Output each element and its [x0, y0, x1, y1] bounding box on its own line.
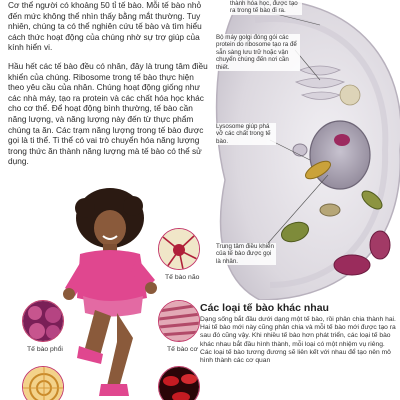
section-title: Các loại tế bào khác nhau	[200, 302, 329, 314]
section-body: Dạng sống bắt đầu dưới dạng một tế bào, rồi phân chia thành hai. Hai tế bào mới này cũng phân chia và mỗi tế bào mới được tạo ra sau đó cũng vậy. Khi nhiều tế bào hơn phát triển, các loại tế bào khác nhau bắt đầu hình thành, mỗi loại có một nhiệm vụ riêng. Các loại tế bào tương đương sẽ liên kết với nhau để tạo nên mô hình thành các cơ quan	[200, 316, 396, 365]
brain-cell-image	[158, 228, 200, 270]
callout-nucleus: Trung tâm điều khiển của tế bào được gọi là nhân.	[216, 243, 276, 265]
blood-cell-image	[158, 366, 200, 400]
muscle-cell-image	[158, 300, 200, 342]
bone-cell-image	[22, 366, 64, 400]
intro-paragraph-2: Hầu hết các tế bào đều có nhân, đây là trung tâm điều khiển của chúng. Ribosome trong tế bào thực hiện theo yêu cầu của nhân. Chúng hoạt động giống như các nhà máy, tạo ra protein và các chất hóa học khác cho cơ thể. Để hoạt động bình thường, tế bào cần năng lượng, và năng lượng này đến từ thực phẩm chúng ta ăn. Các trạm năng lượng trong tế bào được gọi là ti thể. Ti thể có vai trò chuyển hóa năng lượng trong thức ăn thành năng lượng mà tế bào có thể sử dụng.	[8, 60, 208, 167]
callout-top: thành hóa học, được tạo ra trong tế bào đi ra.	[230, 0, 302, 15]
label-brain-cell: Tế bào não	[165, 274, 200, 281]
callout-golgi: Bộ máy golgi đóng gói các protein do ribosome tạo ra để sẵn sàng lưu trữ hoặc vận chuyển chúng đến nơi cần thiết.	[216, 34, 300, 71]
label-muscle-cell: Tế bào cơ	[167, 346, 198, 353]
intro-paragraph-1: Cơ thể người có khoảng 50 tỉ tế bào. Mỗi tế bào nhỏ đến mức không thể nhìn thấy bằng mắt thường. Tuy nhiên, chúng ta có thể nghiên cứu tế bào và tìm hiểu cách thức hoạt động của chúng nhờ sự trợ giúp của kính hiển vi.	[8, 0, 202, 53]
label-lung-cell: Tế bào phổi	[27, 346, 63, 353]
callout-lysosome: Lysosome giúp phá vỡ các chất trong tế bào.	[216, 123, 276, 145]
lung-cell-image	[22, 300, 64, 342]
intro-text	[8, 0, 208, 175]
girl-illustration	[55, 188, 175, 400]
